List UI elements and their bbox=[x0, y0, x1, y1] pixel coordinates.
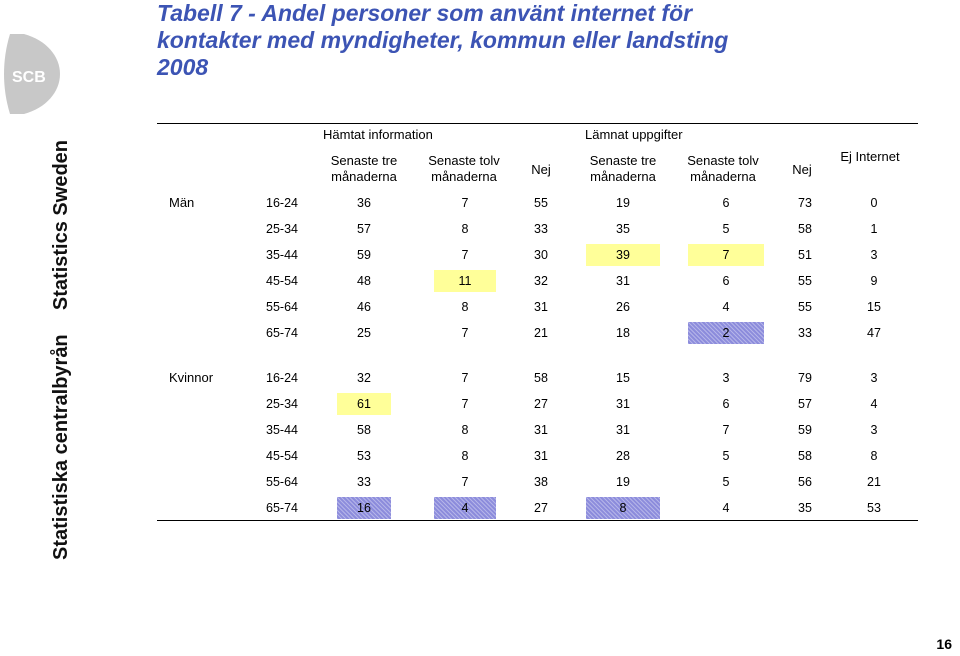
title-line-2: kontakter med myndigheter, kommun eller landsting bbox=[157, 27, 729, 53]
value-cell: 57 bbox=[357, 222, 371, 236]
value-cell: 31 bbox=[534, 300, 548, 314]
header-col-4-line1: Senaste tre bbox=[589, 153, 657, 168]
age-group-cell: 25-34 bbox=[266, 222, 298, 236]
value-cell: 33 bbox=[534, 222, 548, 236]
title-line-1: Tabell 7 - Andel personer som använt internet för bbox=[157, 0, 693, 26]
value-cell: 55 bbox=[798, 300, 812, 314]
value-cell: 55 bbox=[798, 274, 812, 288]
value-cell: 5 bbox=[722, 222, 730, 236]
value-cell: 55 bbox=[534, 196, 548, 210]
value-cell: 4 bbox=[722, 501, 730, 515]
table-bottom-rule bbox=[157, 520, 918, 521]
value-cell: 33 bbox=[798, 326, 812, 340]
value-cell: 15 bbox=[616, 371, 630, 385]
side-text-english: Statistics Sweden bbox=[49, 140, 72, 311]
value-cell: 11 bbox=[434, 270, 496, 292]
value-cell: 58 bbox=[798, 449, 812, 463]
value-cell: 4 bbox=[870, 397, 878, 411]
value-cell: 46 bbox=[357, 300, 371, 314]
value-cell: 7 bbox=[461, 475, 469, 489]
header-col-1-line1: Senaste tre bbox=[330, 153, 398, 168]
age-group-cell: 55-64 bbox=[266, 300, 298, 314]
header-col-5-line2: månaderna bbox=[690, 169, 756, 184]
scb-logo bbox=[0, 30, 66, 118]
value-cell: 19 bbox=[616, 196, 630, 210]
value-cell: 53 bbox=[357, 449, 371, 463]
value-cell: 19 bbox=[616, 475, 630, 489]
value-cell: 31 bbox=[616, 397, 630, 411]
value-cell: 3 bbox=[722, 371, 730, 385]
header-col-6: Nej bbox=[792, 162, 812, 177]
value-cell: 58 bbox=[357, 423, 371, 437]
value-cell: 25 bbox=[357, 326, 371, 340]
value-cell: 73 bbox=[798, 196, 812, 210]
value-cell: 9 bbox=[870, 274, 878, 288]
value-cell: 59 bbox=[357, 248, 371, 262]
value-cell: 58 bbox=[798, 222, 812, 236]
value-cell: 3 bbox=[870, 423, 878, 437]
value-cell: 15 bbox=[867, 300, 881, 314]
value-cell: 8 bbox=[461, 300, 469, 314]
value-cell: 57 bbox=[798, 397, 812, 411]
header-group-hamtat: Hämtat information bbox=[323, 127, 433, 142]
age-group-cell: 35-44 bbox=[266, 248, 298, 262]
header-col-5-line1: Senaste tolv bbox=[687, 153, 759, 168]
header-col-5 bbox=[673, 153, 773, 185]
value-cell: 8 bbox=[586, 497, 660, 519]
header-col-1-line2: månaderna bbox=[331, 169, 397, 184]
value-cell: 3 bbox=[870, 248, 878, 262]
value-cell: 56 bbox=[798, 475, 812, 489]
value-cell: 35 bbox=[798, 501, 812, 515]
value-cell: 8 bbox=[461, 222, 469, 236]
value-cell: 48 bbox=[357, 274, 371, 288]
value-cell: 7 bbox=[688, 244, 764, 266]
age-group-cell: 16-24 bbox=[266, 196, 298, 210]
value-cell: 7 bbox=[461, 196, 469, 210]
value-cell: 38 bbox=[534, 475, 548, 489]
value-cell: 59 bbox=[798, 423, 812, 437]
value-cell: 8 bbox=[870, 449, 878, 463]
value-cell: 32 bbox=[534, 274, 548, 288]
page-title bbox=[157, 0, 937, 81]
value-cell: 18 bbox=[616, 326, 630, 340]
value-cell: 21 bbox=[867, 475, 881, 489]
value-cell: 5 bbox=[722, 475, 730, 489]
title-line-3: 2008 bbox=[157, 54, 209, 80]
age-group-cell: 35-44 bbox=[266, 423, 298, 437]
value-cell: 3 bbox=[870, 371, 878, 385]
age-group-cell: 25-34 bbox=[266, 397, 298, 411]
age-group-cell: 45-54 bbox=[266, 449, 298, 463]
value-cell: 4 bbox=[434, 497, 496, 519]
value-cell: 32 bbox=[357, 371, 371, 385]
value-cell: 0 bbox=[870, 196, 878, 210]
header-group-lamnat: Lämnat uppgifter bbox=[585, 127, 683, 142]
header-col-2-line2: månaderna bbox=[431, 169, 497, 184]
value-cell: 35 bbox=[616, 222, 630, 236]
page-number: 16 bbox=[936, 636, 952, 652]
value-cell: 5 bbox=[722, 449, 730, 463]
value-cell: 33 bbox=[357, 475, 371, 489]
value-cell: 28 bbox=[616, 449, 630, 463]
value-cell: 7 bbox=[461, 248, 469, 262]
value-cell: 31 bbox=[616, 423, 630, 437]
value-cell: 21 bbox=[534, 326, 548, 340]
value-cell: 27 bbox=[534, 501, 548, 515]
value-cell: 39 bbox=[586, 244, 660, 266]
header-col-4-line2: månaderna bbox=[590, 169, 656, 184]
value-cell: 31 bbox=[534, 449, 548, 463]
header-col-7: Ej Internet bbox=[840, 149, 900, 164]
header-col-3: Nej bbox=[531, 162, 551, 177]
value-cell: 8 bbox=[461, 449, 469, 463]
value-cell: 79 bbox=[798, 371, 812, 385]
value-cell: 31 bbox=[534, 423, 548, 437]
header-col-2-line1: Senaste tolv bbox=[428, 153, 500, 168]
value-cell: 30 bbox=[534, 248, 548, 262]
value-cell: 7 bbox=[461, 397, 469, 411]
logo-text: SCB bbox=[12, 69, 46, 86]
value-cell: 8 bbox=[461, 423, 469, 437]
header-col-4 bbox=[575, 153, 671, 185]
table-top-rule bbox=[157, 123, 918, 124]
age-group-cell: 16-24 bbox=[266, 371, 298, 385]
value-cell: 36 bbox=[357, 196, 371, 210]
value-cell: 7 bbox=[461, 371, 469, 385]
header-col-1 bbox=[316, 153, 412, 185]
value-cell: 7 bbox=[722, 423, 730, 437]
value-cell: 53 bbox=[867, 501, 881, 515]
group-label-kvinnor: Kvinnor bbox=[169, 370, 214, 385]
value-cell: 7 bbox=[461, 326, 469, 340]
value-cell: 6 bbox=[722, 397, 730, 411]
value-cell: 58 bbox=[534, 371, 548, 385]
value-cell: 2 bbox=[688, 322, 764, 344]
value-cell: 27 bbox=[534, 397, 548, 411]
value-cell: 16 bbox=[337, 497, 391, 519]
side-text-swedish: Statistiska centralbyrån bbox=[49, 334, 72, 560]
value-cell: 6 bbox=[722, 196, 730, 210]
group-label-man: Män bbox=[169, 195, 195, 210]
age-group-cell: 65-74 bbox=[266, 326, 298, 340]
value-cell: 1 bbox=[870, 222, 878, 236]
value-cell: 26 bbox=[616, 300, 630, 314]
value-cell: 4 bbox=[722, 300, 730, 314]
value-cell: 6 bbox=[722, 274, 730, 288]
value-cell: 61 bbox=[337, 393, 391, 415]
value-cell: 47 bbox=[867, 326, 881, 340]
age-group-cell: 45-54 bbox=[266, 274, 298, 288]
header-col-2 bbox=[414, 153, 514, 185]
value-cell: 51 bbox=[798, 248, 812, 262]
age-group-cell: 65-74 bbox=[266, 501, 298, 515]
value-cell: 31 bbox=[616, 274, 630, 288]
age-group-cell: 55-64 bbox=[266, 475, 298, 489]
